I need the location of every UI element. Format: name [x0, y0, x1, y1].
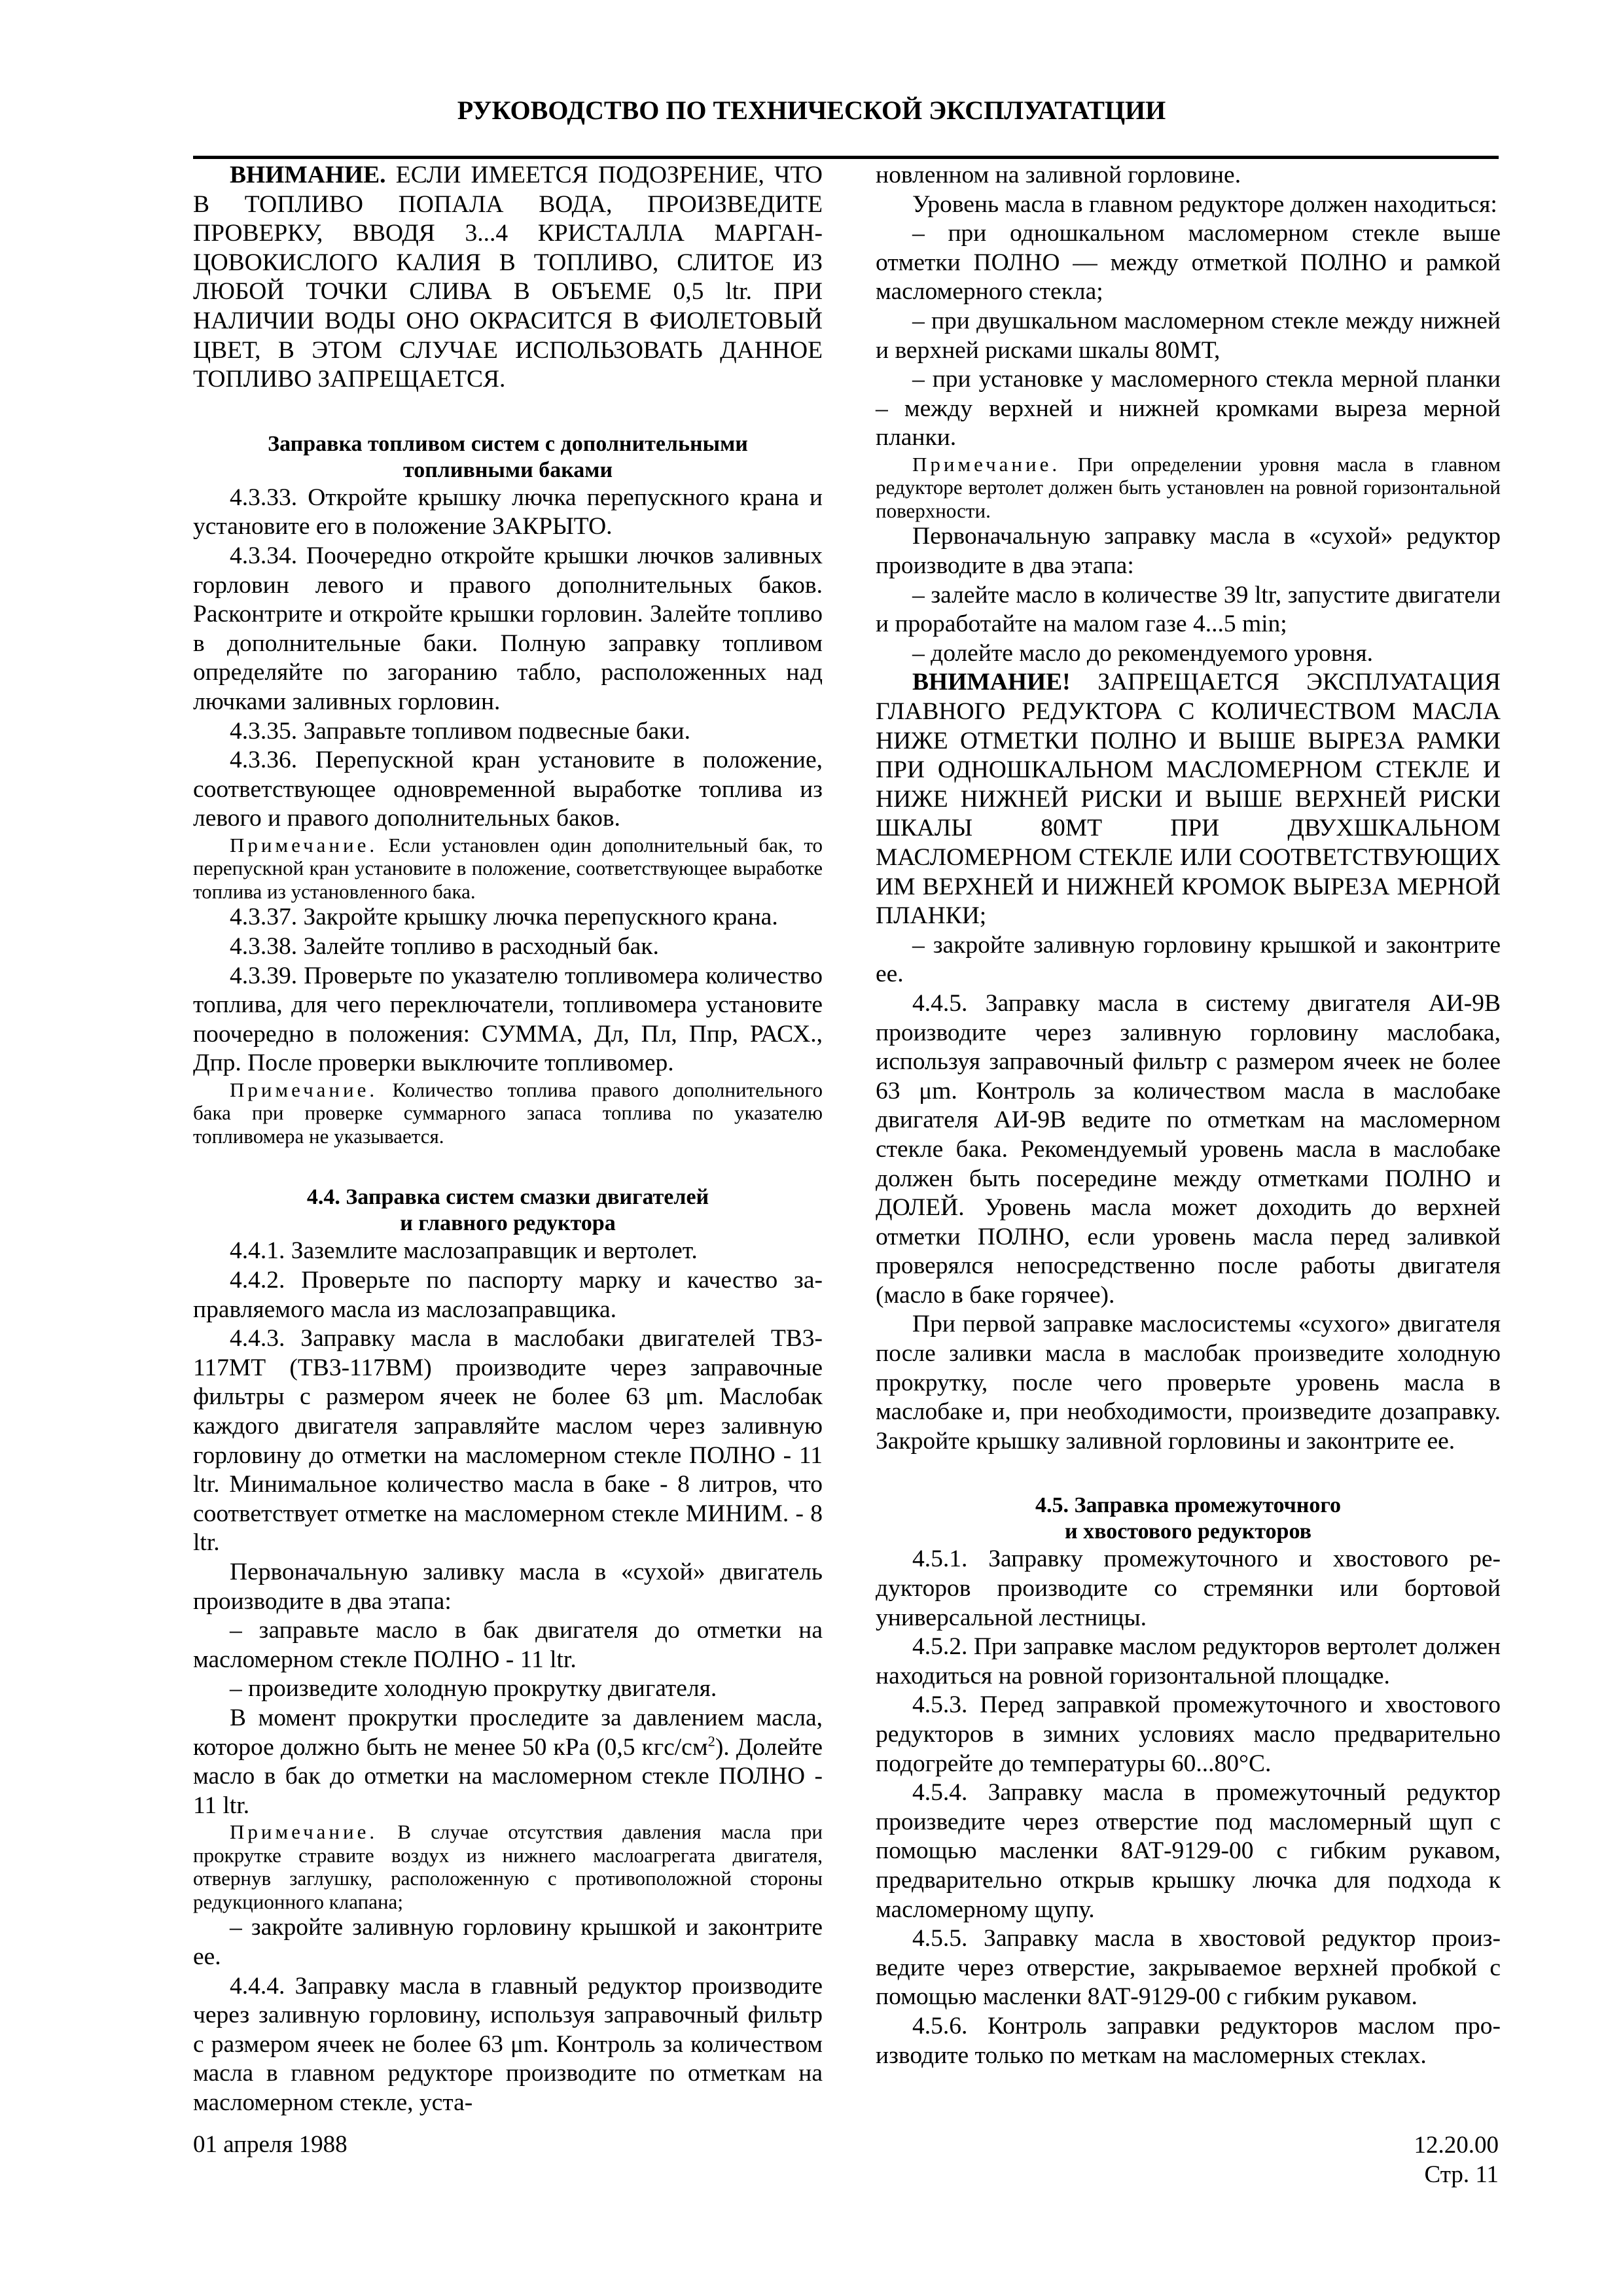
note-label: Примечание.	[230, 1078, 378, 1101]
paragraph-4-5-2: 4.5.2. При заправке маслом редукторов вертолет должен находиться на ровной горизонтальной площадке.	[876, 1633, 1501, 1689]
note-text: Количество топлива правого дополнительного бака при проверке суммарного запаса топлива по указателю топливомера не указывается.	[193, 1078, 823, 1148]
list-item-close-filler: – закройте заливную горловину крышкой и законтрите ее.	[876, 931, 1501, 988]
left-column	[193, 161, 823, 2117]
list-item-fill-39-ltr: – залейте масло в количестве 39 ltr, запустите двигатели и проработайте на малом газе 4...5 min;	[876, 581, 1501, 638]
paragraph-4-4-1: 4.4.1. Заземлите маслозаправщик и вертолет.	[230, 1237, 698, 1265]
list-item-fill-to-full: – заправьте масло в бак двигателя до отметки на масломерном стекле ПОЛНО - 11 ltr.	[193, 1617, 823, 1673]
note-text: Если установлен один дополнительный бак, то перепускной кран установите в положение, соответствующее выработке топлива из установленного бака.	[193, 833, 823, 903]
section-heading-4-4-line2: и главного редуктора	[400, 1211, 616, 1236]
paragraph-4-3-36: 4.3.36. Перепускной кран установите в положение, соответствующее одновременной выработке топлива из левого и правого дополнительных баков.	[193, 747, 823, 832]
page-header-title: РУКОВОДСТВО ПО ТЕХНИЧЕСКОЙ ЭКСПЛУАТАТЦИИ	[457, 96, 1166, 125]
warning-gearbox	[876, 668, 1501, 930]
paragraph-4-5-6: 4.5.6. Контроль заправки редукторов маслом производите только по меткам на масломерных стеклах.	[876, 2012, 1501, 2069]
list-item-single-scale: – при одношкальном масломерном стекле выше отметки ПОЛНО — между отметкой ПОЛНО и рамкой масломерного стекла;	[876, 220, 1501, 306]
note-level-surface	[876, 453, 1501, 523]
list-item-top-up: – долейте масло до рекомендуемого уровня.	[912, 639, 1373, 667]
paragraph-oil-pressure-text: В момент прокрутки проследите за давлением масла, которое должно быть не менее 50 кРа (0,5 кгс/см	[193, 1704, 823, 1761]
paragraph-oil-pressure-text-end: ). Долейте масло в бак до отметки на масломерном стекле ПОЛНО - 11 ltr.	[193, 1733, 823, 1819]
list-item-cold-crank: – произведите холодную прокрутку двигателя.	[230, 1675, 717, 1703]
superscript: 2	[707, 1733, 715, 1750]
warning-label: ВНИМАНИЕ!	[912, 669, 1071, 696]
paragraph-4-5-4: 4.5.4. Заправку масла в промежуточный редуктор произведите через отверстие под масломерный щуп с помощью масленки 8АТ-9129-00 с гибким рукавом, предварительно открыв крышку лючка для подхода к масломерному щупу.	[876, 1779, 1501, 1923]
right-column	[876, 161, 1501, 2070]
section-heading-4-5-line1: 4.5. Заправка промежуточного	[1035, 1493, 1341, 1518]
section-heading-4-5-line2: и хвостового редукторов	[1065, 1519, 1311, 1544]
list-item-gauge-plate: – при установке у масломерного стекла мерной планки – между верхней и нижней кромками выреза мерной планки.	[876, 366, 1501, 451]
paragraph-4-3-37: 4.3.37. Закройте крышку лючка перепускного крана.	[230, 904, 778, 931]
note-single-tank	[193, 834, 823, 904]
note-fuel-gauge	[193, 1078, 823, 1148]
paragraph-4-3-39: 4.3.39. Проверьте по указателю топливомера количество топлива, для чего переключатели, топливомера установите поочередно в положения: СУММА, Дл, Пл, Ппр, РАСХ., Дпр. После проверки выключите топливомер.	[193, 962, 823, 1077]
note-text: В случае отсутствия давления масла при прокрутке стравите воздух из нижнего маслоагрегата двигателя, отвернув заглушку, расположенную с противоположной стороны редукционного клапана;	[193, 1820, 823, 1913]
note-label: Примечание.	[912, 452, 1061, 476]
paragraph-4-5-3: 4.5.3. Перед заправкой промежуточного и хвостового редукторов в зимних условиях масло предварительно подогрейте до температуры 60...80°С.	[876, 1691, 1501, 1777]
paragraph-continuation: новленном на заливной горловине.	[876, 162, 1241, 188]
section-heading-aux-tanks-2: топливными баками	[402, 457, 613, 482]
paragraph-initial-fill: Первоначальную заливку масла в «сухой» двигатель производите в два этапа:	[193, 1558, 823, 1615]
warning-label: ВНИМАНИЕ.	[230, 162, 386, 188]
footer-page-number: Стр. 11	[1424, 2161, 1499, 2188]
paragraph-4-3-33: 4.3.33. Откройте крышку лючка перепускного крана и установите его в положение ЗАКРЫТО.	[193, 484, 823, 540]
footer-date: 01 апреля 1988	[193, 2131, 348, 2158]
paragraph-4-5-5: 4.5.5. Заправку масла в хвостовой редуктор произведите через отверстие, закрываемое верхней пробкой с помощью масленки 8АТ-9129-00 с гибким рукавом.	[876, 1925, 1501, 2011]
section-heading-aux-tanks-1: Заправка топливом систем с дополнительными	[268, 431, 748, 456]
list-item-dual-scale: – при двушкальном масломерном стекле между нижней и верхней рисками шкалы 80МТ,	[876, 307, 1501, 364]
note-no-pressure	[193, 1820, 823, 1913]
note-label: Примечание.	[230, 833, 378, 857]
paragraph-initial-gearbox-fill: Первоначальную заправку масла в «сухой» редуктор производите в два этапа:	[876, 523, 1501, 580]
warning-text: ЗАПРЕЩАЕТСЯ ЭКСПЛУАТАЦИЯ ГЛАВНОГО РЕДУКТОРА С КОЛИЧЕСТВОМ МАСЛА НИЖЕ ОТМЕТКИ ПОЛНО И ВЫШЕ ВЫРЕЗА РАМКИ ПРИ ОДНОШКАЛЬНОМ МАСЛОМЕРНОМ СТЕКЛЕ И НИЖЕ НИЖНЕЙ РИСКИ И ВЫШЕ ВЕРХНЕЙ РИСКИ ШКАЛЫ 80МТ ПРИ ДВУХШКАЛЬНОМ МАСЛОМЕРНОМ СТЕКЛЕ ИЛИ СООТВЕТСТВУЮЩИХ ИМ ВЕРХНЕЙ И НИЖНЕЙ КРОМОК ВЫРЕЗА МЕРНОЙ ПЛАНКИ;	[876, 669, 1501, 930]
paragraph-4-4-2: 4.4.2. Проверьте по паспорту марку и качество заправляемого масла из маслозаправщика.	[193, 1267, 823, 1323]
note-text: При определении уровня масла в главном редукторе вертолет должен быть установлен на ровной горизонтальной поверхности.	[876, 452, 1501, 522]
warning-text: ЕСЛИ ИМЕЕТСЯ ПОДОЗРЕНИЕ, ЧТО В ТОПЛИВО ПОПАЛА ВОДА, ПРОИЗВЕДИТЕ ПРОВЕРКУ, ВВОДЯ 3...4 КРИСТАЛЛА МАРГАНЦОВОКИСЛОГО КАЛИЯ В ТОПЛИВО, СЛИТОЕ ИЗ ЛЮБОЙ ТОЧКИ СЛИВА В ОБЪЕМЕ 0,5 ltr. ПРИ НАЛИЧИИ ВОДЫ ОНО ОКРАСИТСЯ В ФИОЛЕТОВЫЙ ЦВЕТ, В ЭТОМ СЛУЧАЕ ИСПОЛЬЗОВАТЬ ДАННОЕ ТОПЛИВО ЗАПРЕЩАЕТСЯ.	[193, 162, 823, 393]
paragraph-4-3-38: 4.3.38. Залейте топливо в расходный бак.	[230, 932, 659, 960]
list-item-close-filler: – закройте заливную горловину крышкой и законтрите ее.	[193, 1914, 823, 1970]
paragraph-4-3-35: 4.3.35. Заправьте топливом подвесные баки.	[230, 717, 690, 745]
note-label: Примечание.	[230, 1820, 378, 1844]
paragraph-4-4-5: 4.4.5. Заправку масла в систему двигателя АИ-9В производите через заливную горловину маслобака, используя заправочный фильтр с размером ячеек не более 63 μm. Контроль за количеством масла в маслобаке двигателя АИ-9В ведите по отметкам на масломерном стекле бака. Рекомендуемый уровень масла в маслобаке должен быть посередине между отметками ПОЛНО и ДОЛЕЙ. Уровень масла может доходить до верхней отметки ПОЛНО, если уровень масла перед заливкой проверялся непосредственно после работы двигателя (масло в баке горячее).	[876, 989, 1501, 1309]
header-rule	[193, 156, 1499, 159]
paragraph-oil-level: Уровень масла в главном редукторе должен находиться:	[912, 190, 1497, 218]
paragraph-4-5-1: 4.5.1. Заправку промежуточного и хвостового редукторов производите со стремянки или бортовой универсальной лестницы.	[876, 1545, 1501, 1631]
paragraph-first-fill: При первой заправке маслосистемы «сухого» двигателя после заливки масла в маслобак произведите холодную прокрутку, после чего проверьте уровень масла в маслобаке и, при необходимости, произведите дозаправку. Закройте крышку заливной горловины и законтрите ее.	[876, 1311, 1501, 1455]
warning-fuel-water	[193, 161, 823, 395]
footer-doc-code: 12.20.00	[1414, 2132, 1499, 2159]
section-heading-4-4-line1: 4.4. Заправка систем смазки двигателей	[306, 1185, 709, 1210]
paragraph-4-4-3: 4.4.3. Заправку масла в маслобаки двигателей ТВ3-117МТ (ТВ3-117ВМ) производите через заправочные фильтры с размером ячеек не более 63 μm. Маслобак каждого двигателя заправляйте маслом через заливную горловину до отметки на масломерном стекле ПОЛНО - 11 ltr. Минимальное количество масла в баке - 8 литров, что соответствует отметке на масломерном стекле МИНИМ. - 8 ltr.	[193, 1325, 823, 1557]
paragraph-oil-pressure	[193, 1704, 823, 1820]
paragraph-4-4-4: 4.4.4. Заправку масла в главный редуктор производите через заливную горловину, используя заправочный фильтр с размером ячеек не более 63 μm. Контроль за количеством масла в главном редукторе производите по отметкам на масломерном стекле, уста-	[193, 1972, 823, 2116]
paragraph-4-3-34: 4.3.34. Поочередно откройте крышки лючков заливных горловин левого и правого дополнительных баков. Расконтрите и откройте крышки горловин. Залейте топливо в дополнительные баки. Полную заправку топливом определяйте по загоранию табло, расположенных над лючками заливных горловин.	[193, 542, 823, 715]
footer-right	[1414, 2130, 1499, 2189]
